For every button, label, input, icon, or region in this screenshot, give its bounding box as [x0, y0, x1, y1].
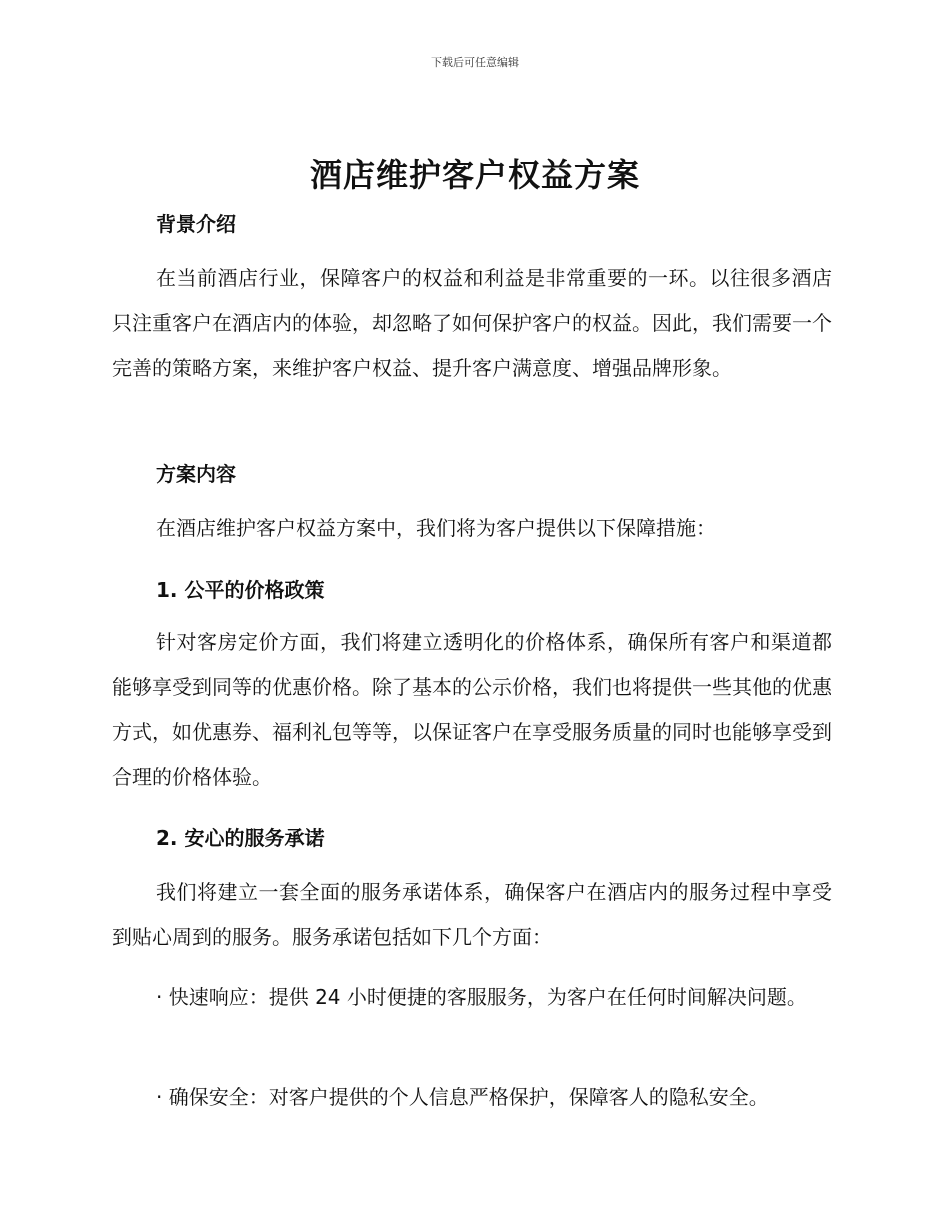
subheading-fair-pricing: 1. 公平的价格政策 — [156, 578, 325, 602]
paragraph-plan-intro: 在酒店维护客户权益方案中，我们将为客户提供以下保障措施： — [156, 516, 716, 540]
bullet-ensure-security: · 确保安全：对客户提供的个人信息严格保护，保障客人的隐私安全。 — [156, 1085, 769, 1109]
paragraph-background: 在当前酒店行业，保障客户的权益和利益是非常重要的一环。以往很多酒店只注重客户在酒店内的体验，却忽略了如何保护客户的权益。因此，我们需要一个完善的策略方案，来维护客户权益、提升客户满意度、增强品牌形象。 — [112, 266, 832, 380]
paragraph-fair-pricing: 针对客房定价方面，我们将建立透明化的价格体系，确保所有客户和渠道都能够享受到同等的优惠价格。除了基本的公示价格，我们也将提供一些其他的优惠方式，如优惠券、福利礼包等等，以保证客户在享受服务质量的同时也能够享受到合理的价格体验。 — [112, 630, 832, 789]
header-note: 下载后可任意编辑 — [431, 56, 519, 69]
bullet-fast-response: · 快速响应：提供 24 小时便捷的客服服务，为客户在任何时间解决问题。 — [156, 985, 807, 1009]
section-heading-background: 背景介绍 — [156, 212, 236, 236]
section-heading-plan: 方案内容 — [156, 462, 236, 486]
document-title: 酒店维护客户权益方案 — [309, 156, 640, 194]
subheading-service-commitment: 2. 安心的服务承诺 — [156, 826, 325, 850]
paragraph-service-commitment: 我们将建立一套全面的服务承诺体系，确保客户在酒店内的服务过程中享受到贴心周到的服务。服务承诺包括如下几个方面： — [112, 880, 832, 949]
